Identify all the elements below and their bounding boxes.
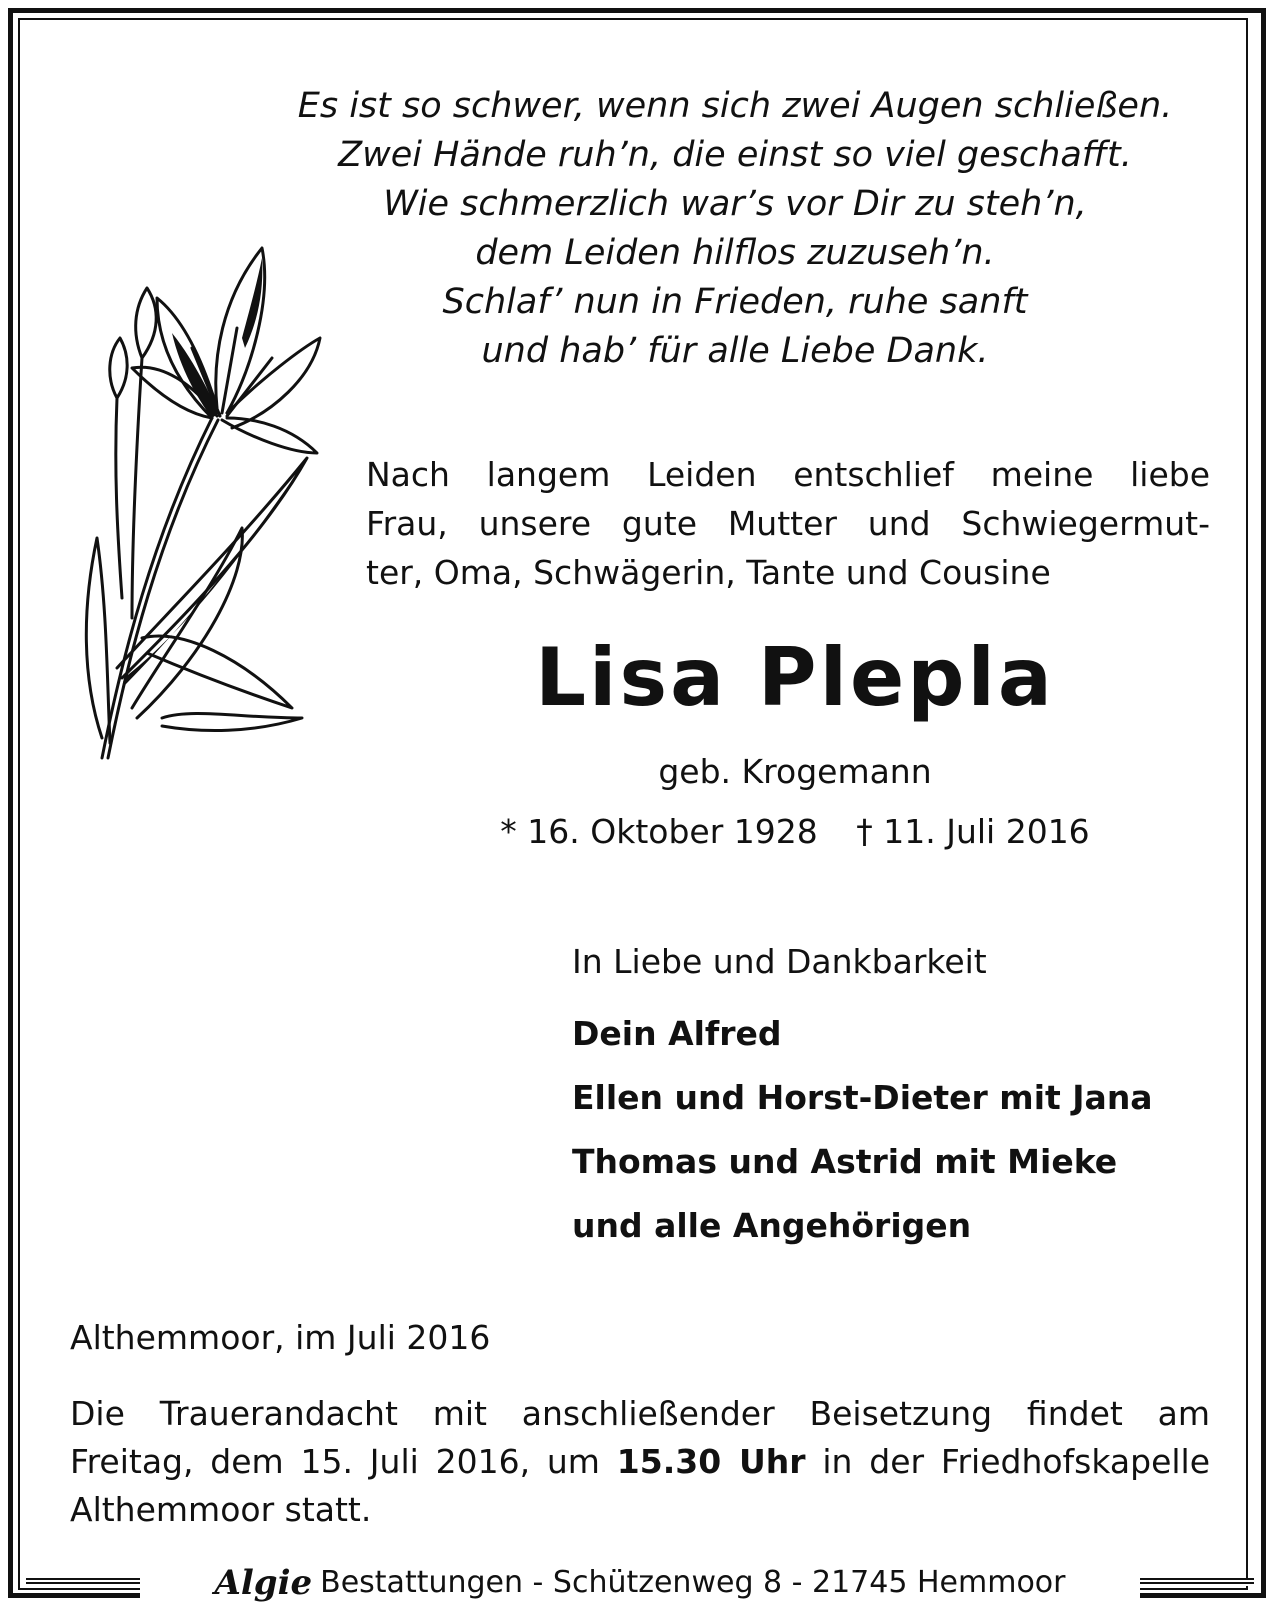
death-date: † 11. Juli 2016 <box>856 812 1090 851</box>
intro-line: Nach langem Leiden entschlief meine liebe <box>366 455 1210 494</box>
birth-date: * 16. Oktober 1928 <box>500 812 818 851</box>
signer: Ellen und Horst-Dieter mit Jana <box>572 1078 1153 1117</box>
service-line <box>70 1438 1210 1486</box>
deceased-name: Lisa Plepla <box>535 631 1055 724</box>
undertaker-address: Bestattungen - Schützenweg 8 - 21745 Hemmoor <box>320 1565 1066 1600</box>
signer: Dein Alfred <box>572 1014 782 1053</box>
intro-text <box>366 450 1210 597</box>
poem-line: und hab’ für alle Liebe Dank. <box>481 331 989 371</box>
signature-intro: In Liebe und Dankbarkeit <box>572 942 987 981</box>
maiden-name: geb. Krogemann <box>658 752 932 791</box>
life-dates <box>420 810 1170 854</box>
poem <box>270 82 1200 376</box>
service-line: Althemmoor statt. <box>70 1490 372 1529</box>
poem-line: Zwei Hände ruh’n, die einst so viel geschafft. <box>338 135 1132 175</box>
undertaker-logo: Algie <box>214 1563 313 1603</box>
signer: und alle Angehörigen <box>572 1206 972 1245</box>
lily-flower-icon <box>62 238 322 768</box>
service-notice <box>70 1390 1210 1534</box>
service-time: 15.30 Uhr <box>616 1442 806 1481</box>
service-date-text: Freitag, dem 15. Juli 2016, um <box>70 1442 617 1481</box>
signers-list <box>572 1002 1212 1258</box>
poem-line: Wie schmerzlich war’s vor Dir zu steh’n, <box>383 184 1087 224</box>
footer <box>140 1558 1140 1608</box>
poem-line: Es ist so schwer, wenn sich zwei Augen schließen. <box>297 86 1173 126</box>
signer: Thomas und Astrid mit Mieke <box>572 1142 1118 1181</box>
intro-line: ter, Oma, Schwägerin, Tante und Cousine <box>366 553 1051 592</box>
poem-line: Schlaf’ nun in Frieden, ruhe sanft <box>442 282 1028 322</box>
service-line: Die Trauerandacht mit anschließender Beisetzung findet am <box>70 1394 1210 1433</box>
poem-line: dem Leiden hilflos zuzuseh’n. <box>475 233 995 273</box>
place-date: Althemmoor, im Juli 2016 <box>70 1318 491 1357</box>
intro-line: Frau, unsere gute Mutter und Schwiegermut- <box>366 504 1210 543</box>
service-location-text: in der Friedhofskapelle <box>805 1442 1211 1481</box>
